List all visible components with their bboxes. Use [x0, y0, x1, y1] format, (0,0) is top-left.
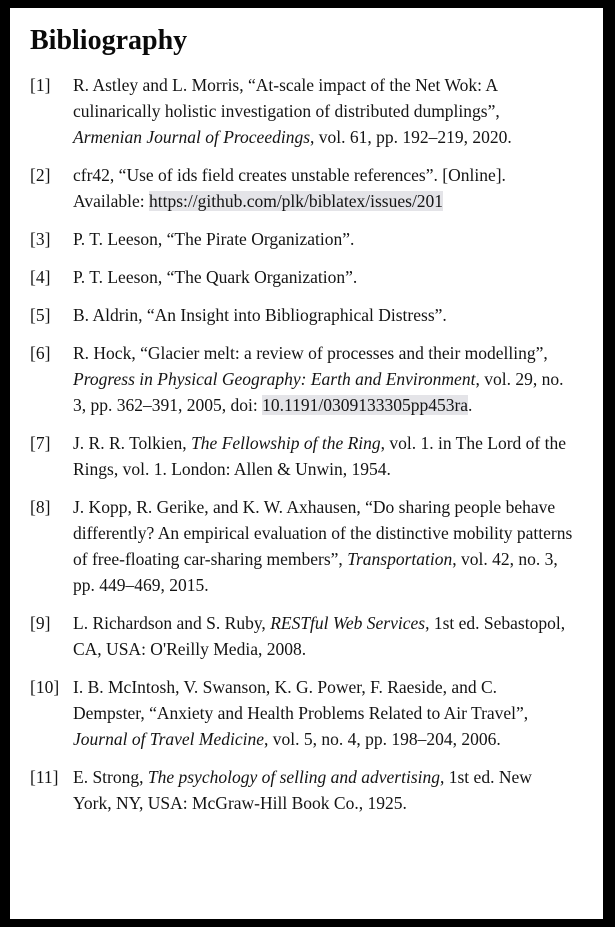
- entry-text-segment: J. Kopp, R. Gerike, and K. W. Axhausen, “Do sharing people behave differently? An empirical evaluation of the distinctive mobility patterns of free-floating car-sharing members”,: [73, 496, 573, 569]
- entry-text-segment: , vol. 5, no. 4, pp. 198–204, 2006.: [264, 728, 501, 749]
- entry-text-segment: , 1st ed. New York, NY, USA: McGraw-Hill Book Co., 1925.: [73, 766, 532, 813]
- external-link[interactable]: 10.1191/0309133305pp453ra: [262, 394, 469, 415]
- bibliography-entry: [30, 610, 573, 662]
- entry-text-segment: P. T. Leeson, “The Quark Organization”.: [73, 266, 358, 287]
- bibliography-entry: [30, 162, 573, 214]
- bibliography-entry: [30, 340, 573, 418]
- entry-label: [9]: [30, 612, 51, 633]
- bibliography-entry: [30, 302, 573, 328]
- entry-text: [73, 340, 573, 418]
- entry-text: [73, 226, 573, 252]
- entry-label: [11]: [30, 766, 59, 787]
- entry-text-segment: E. Strong,: [73, 766, 148, 787]
- journal-title: Transportation: [347, 548, 453, 569]
- entry-text: [73, 162, 573, 214]
- entry-label: [4]: [30, 266, 51, 287]
- journal-title: Progress in Physical Geography: Earth and Environment: [73, 368, 476, 389]
- entry-label: [7]: [30, 432, 51, 453]
- entry-text: [73, 674, 573, 752]
- entry-text: [73, 764, 573, 816]
- entry-text-segment: .: [468, 394, 473, 415]
- bibliography-entry: [30, 226, 573, 252]
- entry-text-segment: , 1st ed. Sebastopol, CA, USA: O'Reilly Media, 2008.: [73, 612, 566, 659]
- entry-text-segment: , vol. 42, no. 3, pp. 449–469, 2015.: [73, 548, 558, 595]
- entry-text-segment: R. Astley and L. Morris, “At-scale impact of the Net Wok: A culinarically holistic investigation of distributed dumplings”,: [73, 74, 500, 121]
- entry-label: [6]: [30, 342, 51, 363]
- bibliography-entry: [30, 764, 573, 816]
- entry-text-segment: J. R. R. Tolkien,: [73, 432, 192, 453]
- entry-text-segment: , vol. 1. in The Lord of the Rings, vol. 1. London: Allen & Unwin, 1954.: [73, 432, 566, 479]
- bibliography-entry: [30, 674, 573, 752]
- entry-label: [5]: [30, 304, 51, 325]
- entry-text: [73, 72, 573, 150]
- entry-text: [73, 610, 573, 662]
- journal-title: Armenian Journal of Proceedings: [73, 126, 311, 147]
- entry-text-segment: L. Richardson and S. Ruby,: [73, 612, 271, 633]
- page-title: Bibliography: [30, 25, 188, 56]
- entry-label: [1]: [30, 74, 51, 95]
- entry-text-segment: I. B. McIntosh, V. Swanson, K. G. Power, F. Raeside, and C. Dempster, “Anxiety and Health Problems Related to Air Travel”,: [73, 676, 529, 723]
- entry-text: [73, 302, 573, 328]
- entry-text-segment: P. T. Leeson, “The Pirate Organization”.: [73, 228, 355, 249]
- entry-text-segment: cfr42, “Use of ids field creates unstable references”. [Online]. Available:: [73, 164, 506, 211]
- journal-title: Journal of Travel Medicine: [73, 728, 265, 749]
- entry-text-segment: B. Aldrin, “An Insight into Bibliographical Distress”.: [73, 304, 447, 325]
- entry-label: [2]: [30, 164, 51, 185]
- bibliography-entry: [30, 72, 573, 150]
- bibliography-entry: [30, 264, 573, 290]
- entry-text-segment: R. Hock, “Glacier melt: a review of processes and their modelling”,: [73, 342, 548, 363]
- bibliography-entry: [30, 430, 573, 482]
- entry-text-segment: , vol. 29, no. 3, pp. 362–391, 2005, doi:: [73, 368, 564, 415]
- entry-text: [73, 430, 573, 482]
- bibliography-entry: [30, 494, 573, 598]
- journal-title: RESTful Web Services: [270, 612, 426, 633]
- entry-label: [10]: [30, 676, 60, 697]
- external-link[interactable]: https://github.com/plk/biblatex/issues/201: [148, 190, 444, 211]
- entry-text: [73, 494, 573, 598]
- journal-title: The psychology of selling and advertising: [147, 766, 440, 787]
- entry-label: [3]: [30, 228, 51, 249]
- entry-label: [8]: [30, 496, 51, 517]
- entry-text: [73, 264, 573, 290]
- document-page: [10, 8, 603, 919]
- entry-text-segment: , vol. 61, pp. 192–219, 2020.: [310, 126, 512, 147]
- bibliography-list: [30, 72, 573, 816]
- journal-title: The Fellowship of the Ring: [191, 432, 381, 453]
